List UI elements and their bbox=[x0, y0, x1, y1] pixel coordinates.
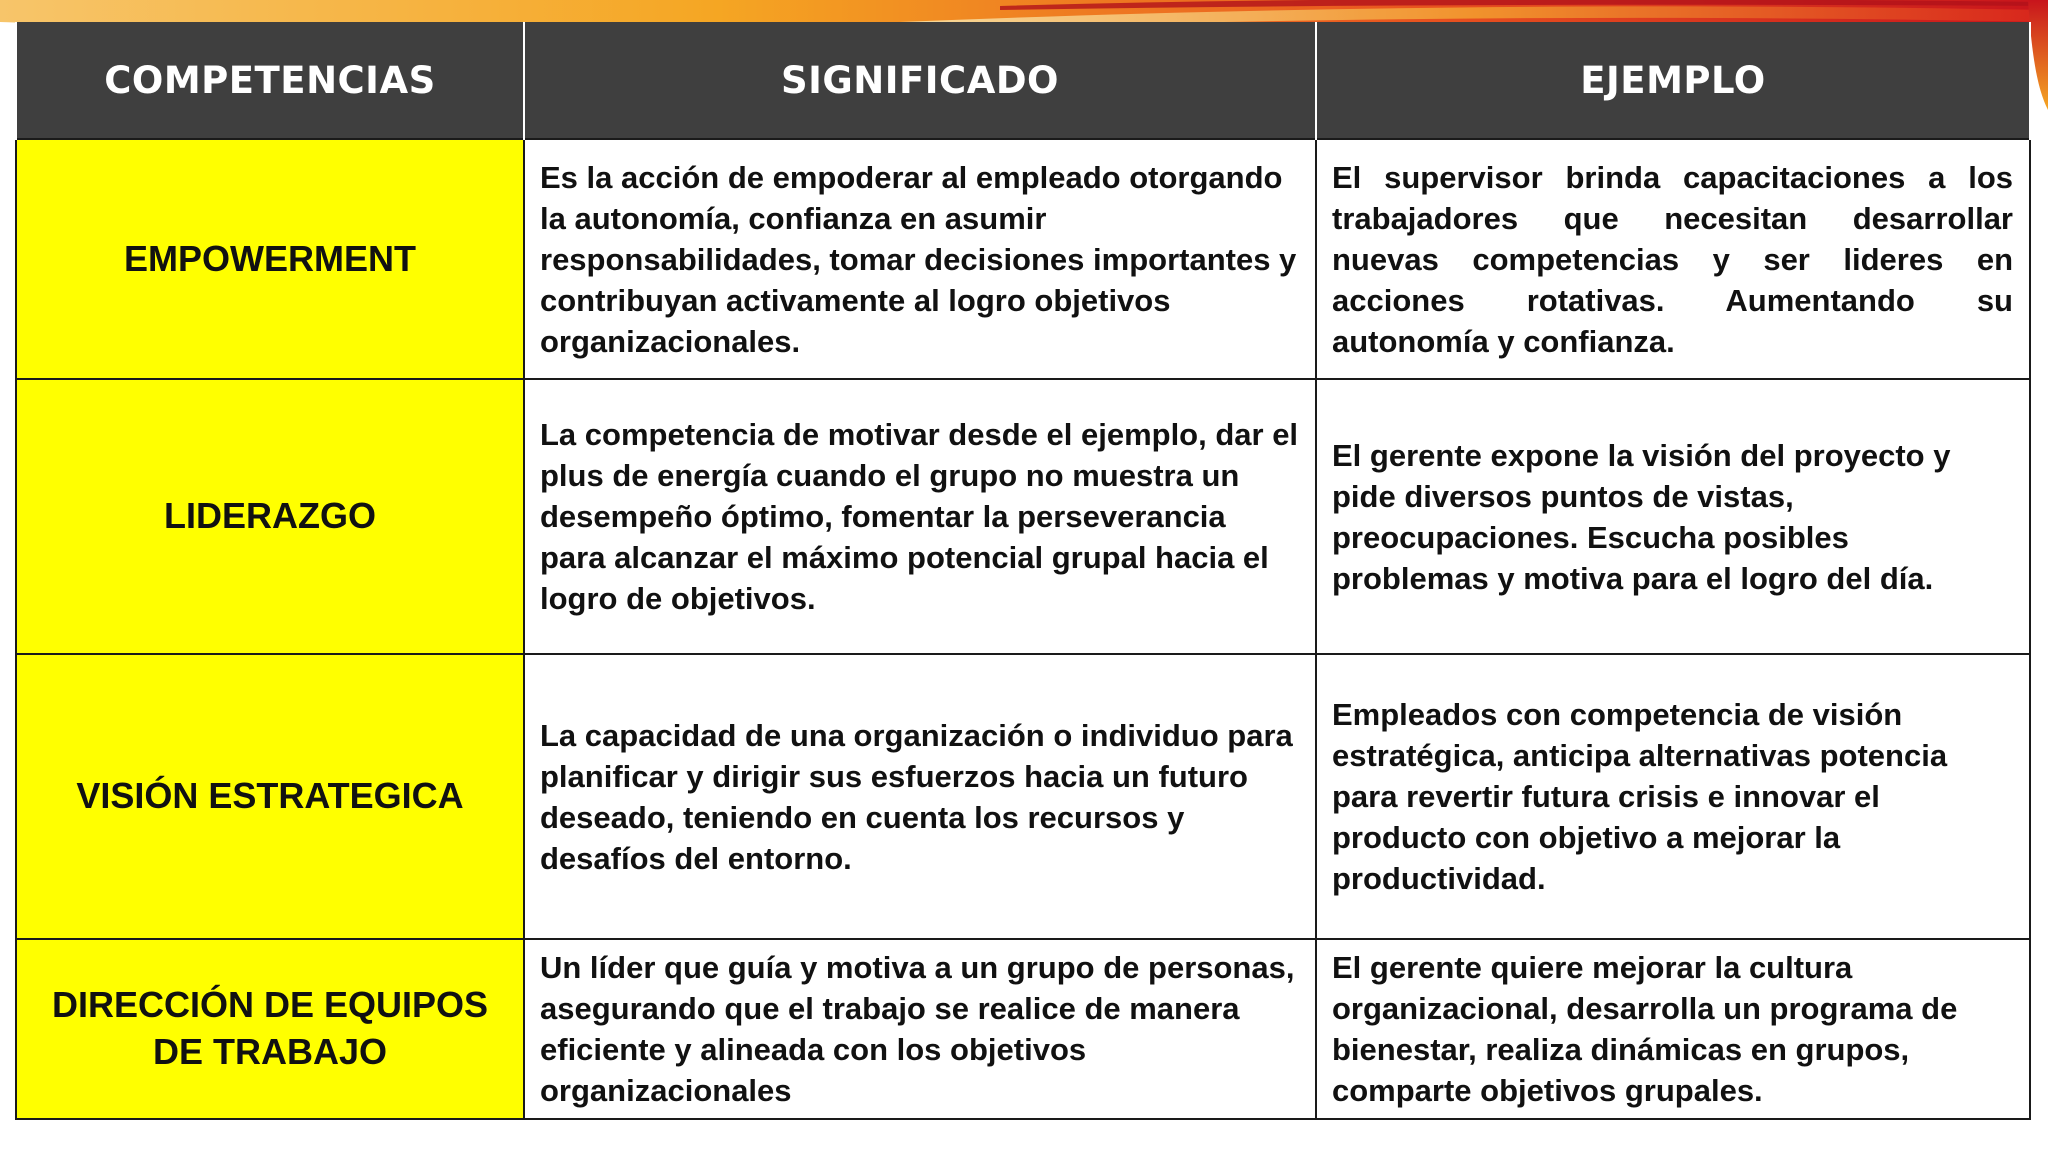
competency-name: VISIÓN ESTRATEGICA bbox=[16, 654, 524, 939]
header-significado: SIGNIFICADO bbox=[524, 22, 1316, 139]
competency-meaning: Es la acción de empoderar al empleado otorgando la autonomía, confianza en asumir responsabilidades, tomar decisiones importantes y contribuyan activamente al logro objetivos organizacionales. bbox=[524, 139, 1316, 379]
table-row bbox=[16, 139, 2030, 379]
table-header-row bbox=[16, 22, 2030, 139]
competency-meaning: La capacidad de una organización o individuo para planificar y dirigir sus esfuerzos hacia un futuro deseado, teniendo en cuenta los recursos y desafíos del entorno. bbox=[524, 654, 1316, 939]
competency-name: EMPOWERMENT bbox=[16, 139, 524, 379]
competency-name: LIDERAZGO bbox=[16, 379, 524, 654]
table-row bbox=[16, 654, 2030, 939]
competency-example: El gerente expone la visión del proyecto y pide diversos puntos de vistas, preocupaciones. Escucha posibles problemas y motiva para el logro del día. bbox=[1316, 379, 2030, 654]
competencies-table bbox=[15, 22, 2031, 1120]
competency-meaning: La competencia de motivar desde el ejemplo, dar el plus de energía cuando el grupo no muestra un desempeño óptimo, fomentar la perseverancia para alcanzar el máximo potencial grupal hacia el logro de objetivos. bbox=[524, 379, 1316, 654]
competency-example: El supervisor brinda capacitaciones a los trabajadores que necesitan desarrollar nuevas competencias y ser lideres en acciones rotativas. Aumentando su autonomía y confianza. bbox=[1316, 139, 2030, 379]
header-competencias: COMPETENCIAS bbox=[16, 22, 524, 139]
table-row bbox=[16, 379, 2030, 654]
competency-name: DIRECCIÓN DE EQUIPOS DE TRABAJO bbox=[16, 939, 524, 1119]
competency-meaning: Un líder que guía y motiva a un grupo de personas, asegurando que el trabajo se realice de manera eficiente y alineada con los objetivos organizacionales bbox=[524, 939, 1316, 1119]
competency-example: Empleados con competencia de visión estratégica, anticipa alternativas potencia para revertir futura crisis e innovar el producto con objetivo a mejorar la productividad. bbox=[1316, 654, 2030, 939]
header-ejemplo: EJEMPLO bbox=[1316, 22, 2030, 139]
table-row bbox=[16, 939, 2030, 1119]
competency-example: El gerente quiere mejorar la cultura organizacional, desarrolla un programa de bienestar, realiza dinámicas en grupos, comparte objetivos grupales. bbox=[1316, 939, 2030, 1119]
